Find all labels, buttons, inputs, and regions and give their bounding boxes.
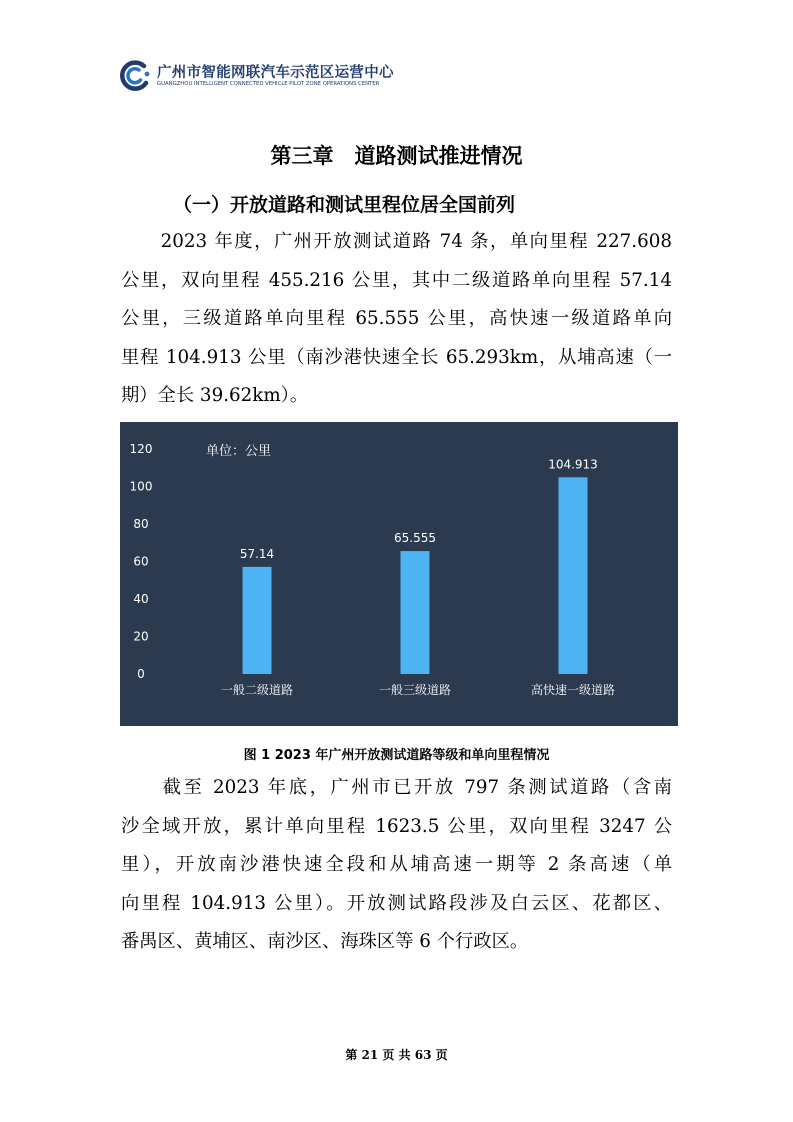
y-tick-label: 20: [133, 629, 149, 644]
bar-value-label: 104.913: [548, 457, 598, 472]
y-tick-label: 80: [133, 517, 149, 531]
bar: [243, 567, 272, 674]
paragraph-line: 里），开放南沙港快速全段和从埔高速一期等 2 条高速（单: [121, 854, 672, 875]
section-title: （一）开放道路和测试里程位居全国前列: [173, 194, 516, 216]
figure-caption: 图 1 2023 年广州开放测试道路等级和单向里程情况: [243, 748, 550, 763]
paragraph-line: 里程 104.913 公里（南沙港快速全长 65.293km，从埔高速（一: [121, 346, 672, 368]
chart-canvas: [120, 422, 678, 726]
y-tick-label: 120: [129, 442, 153, 456]
chapter-title: 第三章 道路测试推进情况: [270, 144, 523, 168]
paragraph-line: 2023 年度，广州开放测试道路 74 条，单向里程 227.608: [121, 231, 672, 252]
paragraph-line: 公里，三级道路单向里程 65.555 公里，高快速一级道路单向: [121, 308, 672, 329]
bar-value-label: 65.555: [394, 531, 436, 546]
chart-unit-label: 单位：公里: [206, 444, 272, 459]
logo-chinese-name: 广州市智能网联汽车示范区运营中心: [157, 65, 394, 81]
paragraph-line: 公里，双向里程 455.216 公里，其中二级道路单向里程 57.14: [121, 269, 672, 291]
x-category-label: 高快速一级道路: [530, 683, 616, 697]
y-tick-label: 0: [137, 667, 145, 681]
x-category-label: 一般二级道路: [220, 683, 294, 697]
y-tick-label: 100: [129, 479, 153, 494]
bar: [401, 551, 430, 674]
x-category-label: 一般三级道路: [378, 683, 452, 697]
bar-value-label: 57.14: [239, 546, 275, 561]
y-tick-label: 60: [133, 554, 149, 569]
mileage-bar-chart: [120, 422, 678, 726]
paragraph-line: 截至 2023 年底，广州市已开放 797 条测试道路（含南: [121, 777, 672, 798]
paragraph-line: 向里程 104.913 公里）。开放测试路段涉及白云区、花都区、: [121, 892, 672, 914]
y-tick-label: 40: [133, 592, 149, 606]
bar: [559, 477, 588, 674]
logo-mark-icon: [117, 58, 153, 94]
page-number: 第 21 页 共 63 页: [345, 1048, 448, 1062]
paragraph-line: 期）全长 39.62km）。: [121, 385, 309, 406]
logo-english-name: GUANGZHOU INTELLIGENT CONNECTED VEHICLE PILOT ZONE OPERATIONS CENTER: [157, 81, 380, 87]
paragraph-line: 沙全域开放，累计单向里程 1623.5 公里，双向里程 3247 公: [121, 815, 672, 837]
org-logo: [117, 58, 394, 94]
paragraph-2: [121, 769, 672, 962]
paragraph-1: [121, 223, 672, 416]
paragraph-line: 番禺区、黄埔区、南沙区、海珠区等 6 个行政区。: [121, 931, 529, 952]
